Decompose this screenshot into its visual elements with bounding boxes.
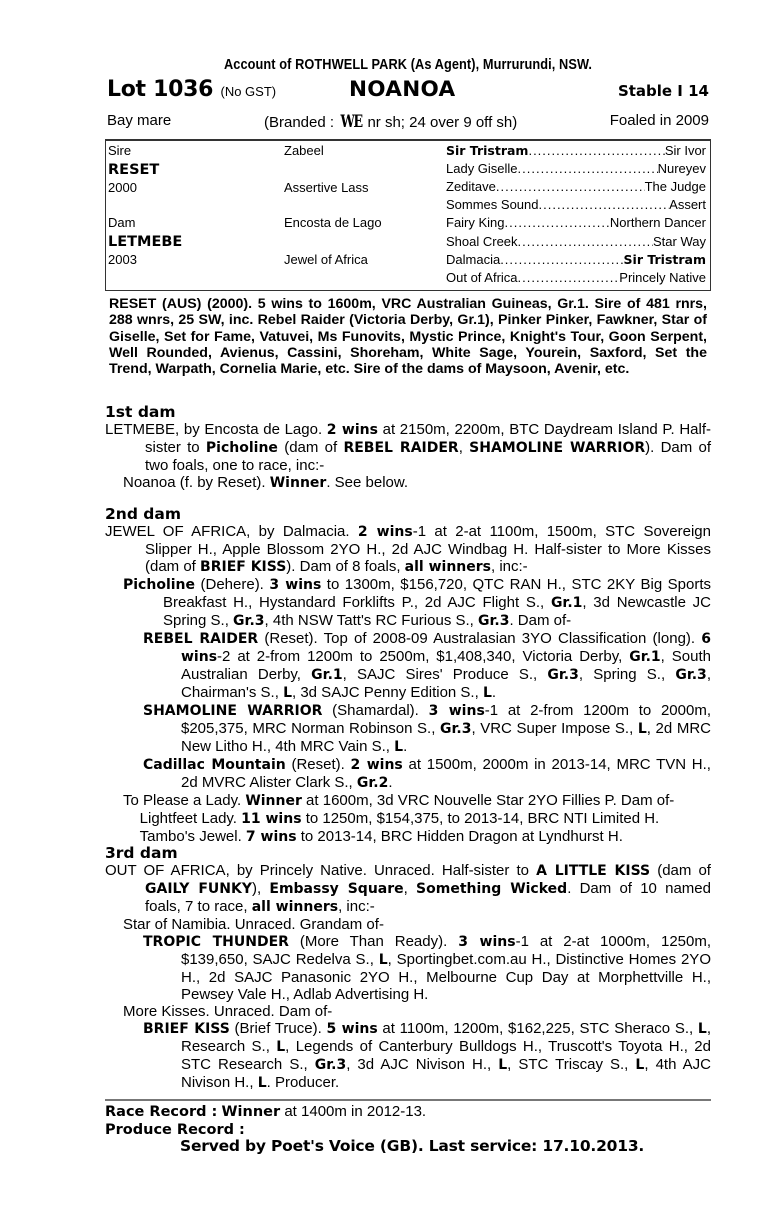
sire-summary: RESET (AUS) (2000). 5 wins to 1600m, VRC Australian Guineas, Gr.1. Sire of 481 rnrs, 288 wnrs, 25 SW, inc. Rebel Raider (Victoria Derby, Gr.1), Pinker Pinker, Fawkner, Star of Giselle, Set for Fame, Vatuvei, Ms Funovits, Mystic Prince, Knight's Tour, Goon Serpent, Well Rounded, Avienus, Cassini, Shoreham, White Sage, Yourein, Saxford, Set the Trend, Warpath, Cornelia Marie, etc. Sire of the dams of Maysoon, Avenir, etc.	[109, 296, 707, 378]
bold-text: L	[498, 1057, 508, 1073]
bold-text: L	[697, 1021, 707, 1037]
bold-text: Gr.3	[233, 613, 265, 629]
section-body	[105, 523, 711, 846]
bold-text: Gr.2	[356, 775, 389, 791]
race-record-line	[105, 1103, 711, 1121]
divider	[105, 1099, 711, 1101]
gen3-left: Lady Giselle	[446, 161, 518, 176]
gen3-left: Zeditave	[446, 179, 496, 194]
gen3-row	[446, 160, 706, 178]
gen3-right: Assert	[669, 197, 706, 212]
bold-text: SHAMOLINE WARRIOR	[143, 703, 323, 719]
dam-label: Dam	[108, 215, 136, 230]
bold-text: 11 wins	[241, 811, 302, 827]
gen3-left: Out of Africa	[446, 270, 518, 285]
pedigree-table	[105, 139, 711, 291]
section-body	[105, 421, 711, 492]
brand-prefix: (Branded :	[264, 114, 335, 131]
gen3-left: Sommes Sound	[446, 197, 539, 212]
sire-name: RESET	[108, 162, 160, 178]
bold-text: TROPIC THUNDER	[143, 934, 289, 950]
bold-text: Cadillac Mountain	[143, 757, 286, 773]
sire-year: 2000	[108, 180, 137, 195]
paragraph: More Kisses. Unraced. Dam of-	[123, 1003, 333, 1020]
brand-suffix: nr sh; 24 over 9 off sh)	[367, 114, 518, 131]
gen3-right: Northern Dancer	[609, 215, 706, 230]
bold-text: SHAMOLINE WARRIOR	[469, 440, 646, 456]
gen3-right: Nureyev	[657, 161, 706, 176]
dam-dam: Jewel of Africa	[284, 252, 368, 267]
paragraph: OUT OF AFRICA, by Princely Native. Unraced. Half-sister to A LITTLE KISS (dam of GAILY FUNKY), Embassy Square, Something Wicked. Dam of 10 named foals, 7 to race, all winners, inc:-	[105, 862, 711, 915]
section-heading: 3rd dam	[105, 844, 178, 862]
bold-text: Something Wicked	[416, 881, 568, 897]
gen3-left: Sir Tristram	[446, 143, 529, 158]
paragraph: To Please a Lady. Winner at 1600m, 3d VRC Nouvelle Star 2YO Fillies P. Dam of-	[123, 792, 675, 809]
bold-text: 2 wins	[350, 757, 403, 773]
foaled-year: Foaled in 2009	[609, 112, 709, 129]
gst-note: (No GST)	[220, 84, 277, 99]
bold-text: Gr.1	[629, 649, 661, 665]
bold-text: Gr.3	[478, 613, 510, 629]
bold-text: 3 wins	[458, 934, 516, 950]
gen3-left: Dalmacia	[446, 252, 501, 267]
paragraph: Tambo's Jewel. 7 wins to 2013-14, BRC Hidden Dragon at Lyndhurst H.	[123, 828, 623, 845]
gen3-right: Sir Tristram	[623, 252, 706, 267]
dam-name: LETMEBE	[108, 234, 183, 250]
section-heading: 2nd dam	[105, 505, 182, 523]
second-dam-section	[105, 506, 711, 846]
bold-text: Picholine	[123, 577, 196, 593]
bold-text: 7 wins	[245, 829, 297, 845]
bold-text: BRIEF KISS	[143, 1021, 230, 1037]
sire-dam: Assertive Lass	[284, 180, 369, 195]
bold-text: A LITTLE KISS	[536, 863, 651, 879]
bold-text: Gr.1	[311, 667, 343, 683]
lot-header	[107, 77, 711, 105]
bold-text: REBEL RAIDER	[143, 631, 259, 647]
bold-text: L	[283, 685, 292, 701]
race-record-label: Race Record :	[105, 1104, 218, 1120]
third-dam-section	[105, 845, 711, 1092]
bold-text: 6 wins	[181, 631, 712, 665]
gen3-right: Princely Native	[619, 270, 706, 285]
section-heading: 1st dam	[105, 403, 176, 421]
gen3-row	[446, 214, 706, 232]
bold-text: 3 wins	[428, 703, 485, 719]
bold-text: 3 wins	[269, 577, 322, 593]
bold-text: Picholine	[205, 440, 278, 456]
bold-text: GAILY FUNKY	[145, 881, 252, 897]
paragraph: JEWEL OF AFRICA, by Dalmacia. 2 wins-1 at 2-at 1100m, 1500m, STC Sovereign Slipper H., Apple Blossom 2YO H., 2d AJC Windbag H. Half-sister to More Kisses (dam of BRIEF KISS). Dam of 8 foals, all winners, inc:-	[105, 523, 711, 575]
bold-text: all winners	[251, 899, 339, 915]
gen3-row	[446, 178, 706, 196]
paragraph: TROPIC THUNDER (More Than Ready). 3 wins-1 at 2-at 1000m, 1250m, $139,650, SAJC Redelva S., L, Sportingbet.com.au H., Distinctive Homes 2YO H., 2d SAJC Panasonic 2YO H., Melbourne Cup Day at Morphettville H., Pewsey Vale H., Adlab Advertising H.	[143, 933, 712, 1003]
bold-text: 2 wins	[357, 524, 413, 540]
lot-number	[107, 77, 276, 102]
brand-info	[264, 112, 517, 132]
bold-text: Gr.1	[550, 595, 583, 611]
sire-label: Sire	[108, 143, 132, 158]
gen3-left: Shoal Creek	[446, 234, 518, 249]
gen3-right: Star Way	[653, 234, 706, 249]
bold-text: 2 wins	[326, 422, 378, 438]
bold-text: L	[482, 685, 492, 701]
gen3-row	[446, 233, 706, 251]
paragraph: Lightfeet Lady. 11 wins to 1250m, $154,375, to 2013-14, BRC NTI Limited H.	[123, 810, 660, 827]
bold-text: all winners	[404, 559, 491, 575]
gen3-right: Sir Ivor	[664, 143, 706, 158]
gen3-row	[446, 269, 706, 287]
bold-text: Gr.3	[675, 667, 707, 683]
gen3-row	[446, 251, 706, 269]
bold-text: Winner	[269, 475, 327, 491]
dam-sire: Encosta de Lago	[284, 215, 382, 230]
bold-text: L	[637, 721, 647, 737]
race-record-result: Winner	[221, 1104, 281, 1120]
horse-info	[107, 112, 711, 132]
bold-text: L	[394, 739, 404, 755]
vendor-account: Account of ROTHWELL PARK (As Agent), Murrurundi, NSW.	[223, 57, 593, 73]
bold-text: L	[635, 1057, 645, 1073]
gen3-right: The Judge	[644, 179, 706, 194]
service-note: Served by Poet's Voice (GB). Last service: 17.10.2013.	[180, 1137, 645, 1155]
bold-text: Gr.3	[314, 1057, 347, 1073]
paragraph: Star of Namibia. Unraced. Grandam of-	[123, 916, 384, 933]
brand-mark-icon: WE	[340, 112, 362, 132]
gen3-left: Fairy King	[446, 215, 505, 230]
bold-text: 5 wins	[326, 1021, 378, 1037]
gen3-row	[446, 142, 706, 160]
produce-record-label: Produce Record :	[105, 1122, 245, 1138]
bold-text: Winner	[245, 793, 302, 809]
bold-text: Gr.3	[547, 667, 579, 683]
paragraph: Noanoa (f. by Reset). Winner. See below.	[123, 474, 409, 491]
section-body	[105, 862, 711, 1092]
bold-text: L	[378, 952, 388, 968]
paragraph: REBEL RAIDER (Reset). Top of 2008-09 Australasian 3YO Classification (long). 6 wins-2 at 2-from 1200m to 2500m, $1,408,340, Victoria Derby, Gr.1, South Australian Derby, Gr.1, SAJC Sires' Produce S., Gr.3, Spring S., Gr.3, Chairman's S., L, 3d SAJC Penny Edition S., L.	[143, 630, 712, 701]
horse-name: NOANOA	[349, 77, 456, 102]
bold-text: REBEL RAIDER	[343, 440, 459, 456]
bold-text: Embassy Square	[269, 881, 404, 897]
sire-sire: Zabeel	[284, 143, 324, 158]
paragraph: BRIEF KISS (Brief Truce). 5 wins at 1100m, 1200m, $162,225, STC Sheraco S., L, Research S., L, Legends of Canterbury Bulldogs H., Truscott's Toyota H., 2d STC Research S., Gr.3, 3d AJC Nivison H., L, STC Triscay S., L, 4th AJC Nivison H., L. Producer.	[143, 1020, 711, 1091]
race-record	[105, 1103, 711, 1139]
first-dam-section	[105, 404, 711, 492]
lot-label: Lot 1036	[107, 77, 214, 102]
paragraph: Cadillac Mountain (Reset). 2 wins at 1500m, 2000m in 2013-14, MRC TVN H., 2d MVRC Alister Clark S., Gr.2.	[143, 756, 711, 791]
bold-text: L	[257, 1075, 267, 1091]
race-record-detail: at 1400m in 2012-13.	[284, 1103, 427, 1120]
gen3-row	[446, 196, 706, 214]
bold-text: Gr.3	[439, 721, 472, 737]
bold-text: L	[276, 1039, 286, 1055]
dam-year: 2003	[108, 252, 137, 267]
paragraph: SHAMOLINE WARRIOR (Shamardal). 3 wins-1 at 2-from 1200m to 2000m, $205,375, MRC Norman Robinson S., Gr.3, VRC Super Impose S., L, 2d MRC New Litho H., 4th MRC Vain S., L.	[143, 702, 711, 755]
bold-text: BRIEF KISS	[200, 559, 287, 575]
stable-location: Stable I 14	[617, 82, 709, 100]
horse-sex: Bay mare	[107, 112, 172, 129]
paragraph: Picholine (Dehere). 3 wins to 1300m, $156,720, QTC RAN H., STC 2KY Big Sports Breakfast H., Hystandard Forklifts P., 2d AJC Flight S., Gr.1, 3d Newcastle JC Spring S., Gr.3, 4th NSW Tatt's RC Furious S., Gr.3. Dam of-	[123, 576, 711, 629]
paragraph: LETMEBE, by Encosta de Lago. 2 wins at 2150m, 2200m, BTC Daydream Island P. Half-sister to Picholine (dam of REBEL RAIDER, SHAMOLINE WARRIOR). Dam of two foals, one to race, inc:-	[105, 421, 712, 474]
